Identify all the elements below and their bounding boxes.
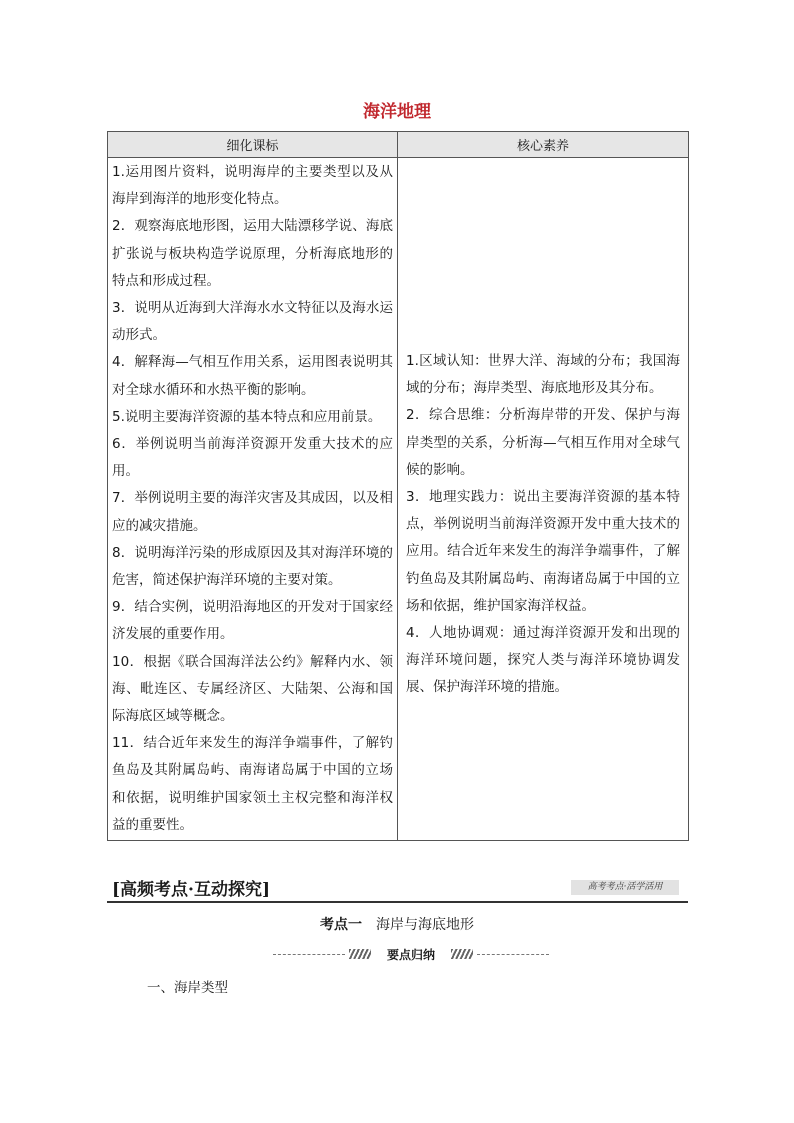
standard-item-11: 11．结合近年来发生的海洋争端事件，了解钓鱼岛及其附属岛屿、南海诸岛属于中国的立场和依据，说明维护国家领土主权完整和海洋权益的重要性。 [112, 735, 393, 833]
competency-item-3: 3．地理实践力：说出主要海洋资源的基本特点，举例说明当前海洋资源开发中重大技术的应用。结合近年来发生的海洋争端事件，了解钓鱼岛及其附属岛屿、南海诸岛属于中国的立场和依据，维护国家海洋权益。 [406, 489, 680, 614]
standard-item-7: 7．举例说明主要的海洋灾害及其成因，以及相应的减灾措施。 [112, 490, 393, 534]
section-banner [107, 871, 688, 903]
exam-point-heading [0, 914, 794, 934]
standard-item-10: 10．根据《联合国海洋法公约》解释内水、领海、毗连区、专属经济区、大陆架、公海和国际海底区域等概念。 [112, 653, 393, 725]
banner-title: [高频考点·互动探究] [112, 880, 271, 900]
key-points-divider [273, 945, 549, 963]
table-header-row [108, 132, 689, 158]
competency-item-4: 4．人地协调观：通过海洋资源开发和出现的海洋环境问题，探究人类与海洋环境协调发展、保护海洋环境的措施。 [406, 625, 680, 696]
curriculum-table [107, 131, 689, 841]
header-left: 细化课标 [108, 132, 398, 158]
table-row [108, 158, 689, 841]
standard-item-3: 3．说明从近海到大洋海水水文特征以及海水运动形式。 [112, 300, 393, 344]
standard-item-6: 6．举例说明当前海洋资源开发重大技术的应用。 [112, 436, 393, 480]
banner-tag: 高考考点·活学活用 [571, 880, 679, 895]
competency-item-2: 2．综合思维：分析海岸带的开发、保护与海岸类型的关系，分析海—气相互作用对全球气候的影响。 [406, 407, 680, 478]
standard-item-9: 9．结合实例，说明沿海地区的开发对于国家经济发展的重要作用。 [112, 599, 393, 643]
competency-list [402, 347, 684, 702]
standard-item-5: 5.说明主要海洋资源的基本特点和应用前景。 [112, 408, 382, 425]
point-label: 考点一 [320, 917, 362, 933]
standards-list [108, 158, 397, 839]
standard-item-8: 8．说明海洋污染的形成原因及其对海洋环境的危害，简述保护海洋环境的主要对策。 [112, 544, 393, 589]
standard-item-2: 2．观察海底地形图，运用大陆漂移学说、海底扩张说与板块构造学说原理，分析海底地形的特点和形成过程。 [112, 218, 393, 289]
subsection-heading: 一、海岸类型 [147, 980, 228, 996]
hatch-right-icon [451, 949, 473, 959]
standards-cell [108, 158, 398, 841]
point-title: 海岸与海底地形 [376, 917, 474, 933]
key-points-label: 要点归纳 [386, 948, 435, 962]
standard-item-4: 4．解释海—气相互作用关系，运用图表说明其对全球水循环和水热平衡的影响。 [112, 354, 393, 398]
competency-cell [398, 158, 689, 841]
standard-item-1: 1.运用图片资料，说明海岸的主要类型以及从海岸到海洋的地形变化特点。 [112, 164, 393, 208]
divider-line-right [477, 954, 549, 955]
competency-item-1: 1.区域认知：世界大洋、海域的分布；我国海域的分布；海岸类型、海底地形及其分布。 [406, 353, 680, 397]
header-right: 核心素养 [398, 132, 689, 158]
page-title: 海洋地理 [363, 102, 431, 122]
